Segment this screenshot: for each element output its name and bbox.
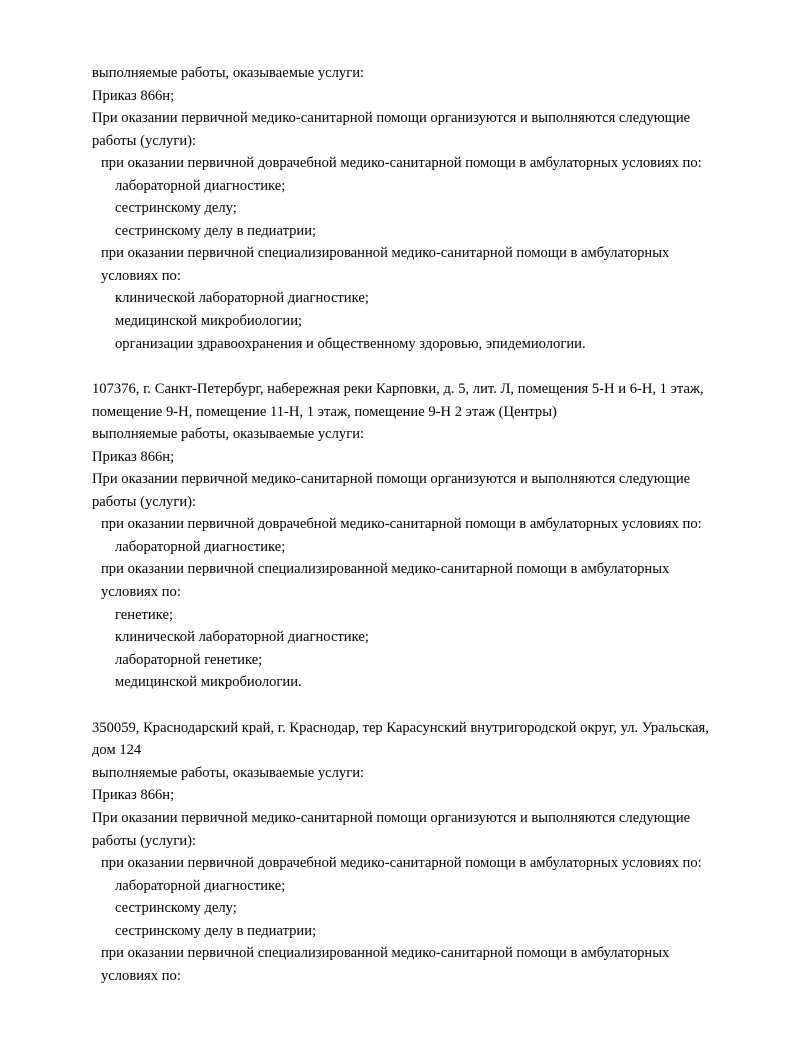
paragraph-spacer	[92, 694, 723, 717]
paragraph: при оказании первичной специализированной медико-санитарной помощи в амбулаторных условиях по:	[101, 245, 673, 284]
paragraph: лабораторной диагностике;	[115, 538, 286, 555]
paragraph: лабораторной генетике;	[115, 651, 263, 668]
paragraph: клинической лабораторной диагностике;	[115, 290, 369, 307]
block-continued-spb-karpovki-prev	[92, 62, 723, 355]
paragraph: Приказ 866н;	[92, 87, 175, 104]
paragraph: 350059, Краснодарский край, г. Краснодар, тер Карасунский внутригородской округ, ул. Уральская, дом 124	[92, 719, 713, 759]
paragraph: медицинской микробиологии;	[115, 313, 303, 330]
paragraph-spacer	[92, 355, 723, 378]
paragraph: При оказании первичной медико-санитарной помощи организуются и выполняются следующие работы (услуги):	[92, 471, 694, 510]
paragraph: сестринскому делу;	[115, 200, 237, 217]
paragraph: при оказании первичной доврачебной медико-санитарной помощи в амбулаторных условиях по:	[101, 516, 702, 533]
paragraph: генетике;	[115, 606, 174, 623]
paragraph: медицинской микробиологии.	[115, 674, 302, 691]
paragraph: при оказании первичной специализированной медико-санитарной помощи в амбулаторных условиях по:	[101, 945, 673, 984]
paragraph: клинической лабораторной диагностике;	[115, 629, 369, 646]
block-spb-karpovki	[92, 378, 723, 694]
paragraph: организации здравоохранения и общественному здоровью, эпидемиологии.	[115, 335, 586, 352]
paragraph: сестринскому делу;	[115, 900, 237, 917]
paragraph: сестринскому делу в педиатрии;	[115, 922, 317, 939]
paragraph: Приказ 866н;	[92, 787, 175, 804]
paragraph: выполняемые работы, оказываемые услуги:	[92, 65, 365, 81]
paragraph: При оказании первичной медико-санитарной помощи организуются и выполняются следующие работы (услуги):	[92, 110, 694, 149]
paragraph: Приказ 866н;	[92, 448, 175, 465]
paragraph: 107376, г. Санкт-Петербург, набережная реки Карповки, д. 5, лит. Л, помещения 5-Н и 6-Н, 1 этаж, помещение 9-Н, помещение 11-Н, 1 этаж, помещение 9-Н 2 этаж (Центры)	[92, 381, 708, 420]
paragraph: при оказании первичной специализированной медико-санитарной помощи в амбулаторных условиях по:	[101, 561, 673, 601]
document-body	[92, 62, 723, 987]
paragraph: лабораторной диагностике;	[115, 177, 286, 194]
paragraph: лабораторной диагностике;	[115, 877, 286, 894]
paragraph: при оказании первичной доврачебной медико-санитарной помощи в амбулаторных условиях по:	[101, 855, 702, 872]
paragraph: При оказании первичной медико-санитарной помощи организуются и выполняются следующие работы (услуги):	[92, 809, 694, 849]
paragraph: сестринскому делу в педиатрии;	[115, 222, 317, 239]
block-krasnodar-uralskaya	[92, 717, 723, 988]
paragraph: выполняемые работы, оказываемые услуги:	[92, 426, 365, 443]
paragraph: при оказании первичной доврачебной медико-санитарной помощи в амбулаторных условиях по:	[101, 155, 702, 172]
paragraph: выполняемые работы, оказываемые услуги:	[92, 764, 365, 781]
